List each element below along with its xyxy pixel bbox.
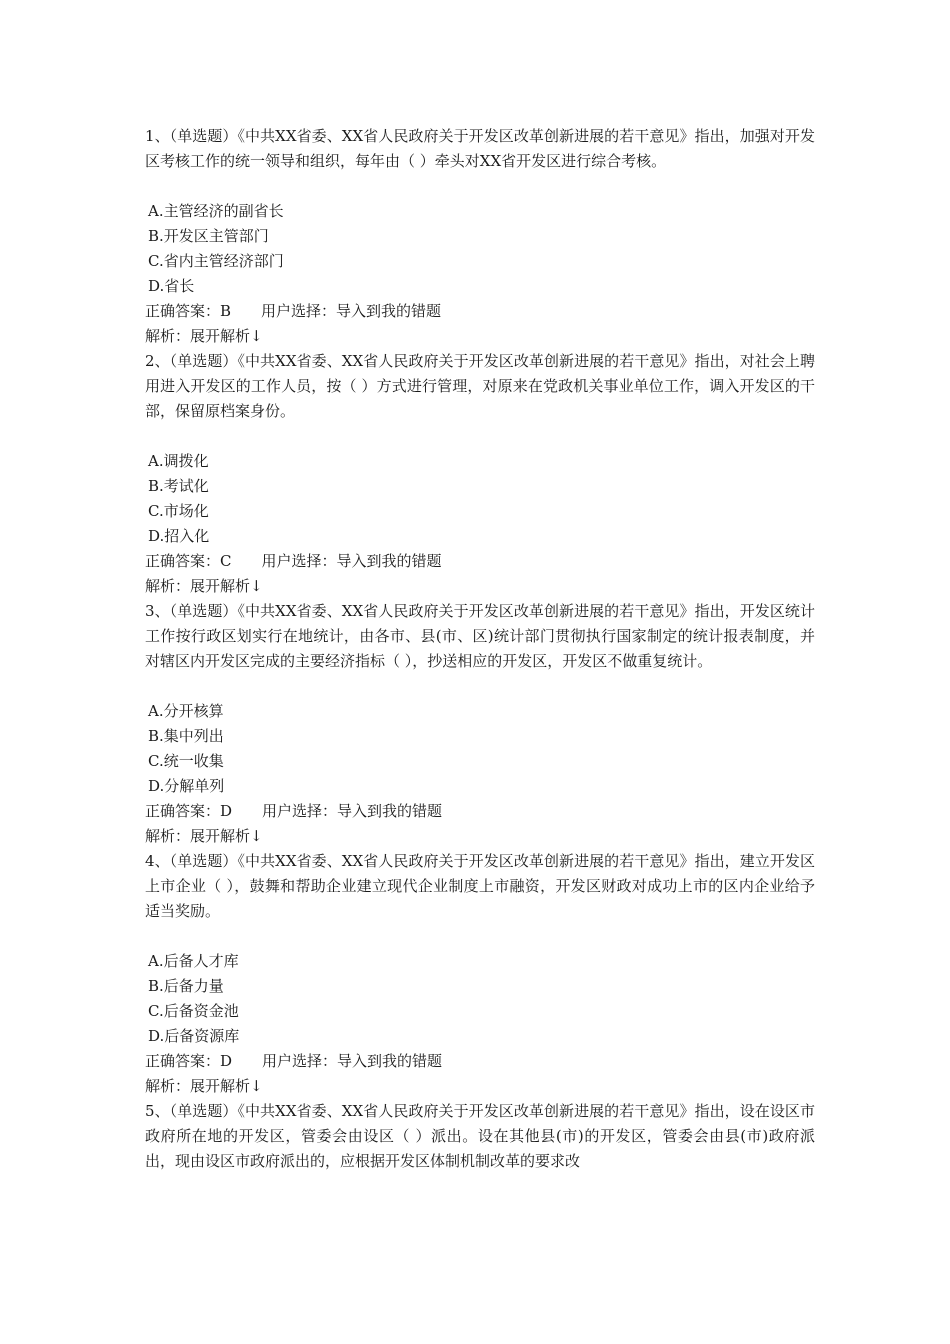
option-list <box>145 949 815 1049</box>
question-stem: 2、（单选题）《中共XX省委、XX省人民政府关于开发区改革创新进展的若干意见》指出，对社会上聘用进入开发区的工作人员，按（ ）方式进行管理，对原来在党政机关事业单位工作，调入开发区的干部，保留原档案身份。 <box>145 352 815 420</box>
option-b: B.后备力量 <box>148 977 224 995</box>
option-list <box>145 199 815 299</box>
add-to-wrong-questions-link[interactable]: 导入到我的错题 <box>336 552 442 570</box>
option-a: A.主管经济的副省长 <box>148 202 284 220</box>
question-stem: 5、（单选题）《中共XX省委、XX省人民政府关于开发区改革创新进展的若干意见》指出，设在设区市政府所在地的开发区，管委会由设区（ ）派出。设在其他县(市)的开发区，管委会由县(市)政府派出，现由设区市政府派出的，应根据开发区体制机制改革的要求改 <box>145 1102 815 1170</box>
option-a: A.调拨化 <box>148 452 209 470</box>
correct-answer: 正确答案：D <box>145 802 233 820</box>
option-list <box>145 449 815 549</box>
expand-analysis-link[interactable]: 展开解析↓ <box>190 827 263 845</box>
answer-line <box>145 299 815 324</box>
answer-line <box>145 549 815 574</box>
option-c: C.统一收集 <box>148 752 224 770</box>
option-b: B.集中列出 <box>148 727 224 745</box>
option-d: D.省长 <box>148 277 195 295</box>
question-2 <box>145 349 815 599</box>
question-1 <box>145 124 815 349</box>
analysis-label: 解析： <box>145 827 191 845</box>
answer-line <box>145 1049 815 1074</box>
user-choice-label: 用户选择： <box>261 302 337 320</box>
option-c: C.市场化 <box>148 502 209 520</box>
document-page <box>145 124 815 1174</box>
question-stem: 1、（单选题）《中共XX省委、XX省人民政府关于开发区改革创新进展的若干意见》指出，加强对开发区考核工作的统一领导和组织，每年由（ ）牵头对XX省开发区进行综合考核。 <box>145 127 815 170</box>
option-a: A.后备人才库 <box>148 952 239 970</box>
spacer <box>145 174 815 199</box>
question-stem: 4、（单选题）《中共XX省委、XX省人民政府关于开发区改革创新进展的若干意见》指出，建立开发区上市企业（ ），鼓舞和帮助企业建立现代企业制度上市融资，开发区财政对成功上市的区内企业给予适当奖励。 <box>145 852 815 920</box>
analysis-line <box>145 824 815 849</box>
question-4 <box>145 849 815 1099</box>
add-to-wrong-questions-link[interactable]: 导入到我的错题 <box>337 1052 443 1070</box>
analysis-line <box>145 324 815 349</box>
add-to-wrong-questions-link[interactable]: 导入到我的错题 <box>336 302 442 320</box>
spacer <box>145 924 815 949</box>
correct-answer: 正确答案：B <box>145 302 232 320</box>
add-to-wrong-questions-link[interactable]: 导入到我的错题 <box>337 802 443 820</box>
analysis-label: 解析： <box>145 327 191 345</box>
correct-answer: 正确答案：C <box>145 552 232 570</box>
user-choice-label: 用户选择： <box>262 1052 338 1070</box>
question-5 <box>145 1099 815 1174</box>
analysis-line <box>145 574 815 599</box>
user-choice-label: 用户选择： <box>261 552 337 570</box>
spacer <box>145 674 815 699</box>
correct-answer: 正确答案：D <box>145 1052 233 1070</box>
expand-analysis-link[interactable]: 展开解析↓ <box>190 577 263 595</box>
option-b: B.开发区主管部门 <box>148 227 269 245</box>
option-c: C.省内主管经济部门 <box>148 252 284 270</box>
option-list <box>145 699 815 799</box>
analysis-label: 解析： <box>145 1077 191 1095</box>
expand-analysis-link[interactable]: 展开解析↓ <box>190 1077 263 1095</box>
question-stem: 3、（单选题）《中共XX省委、XX省人民政府关于开发区改革创新进展的若干意见》指出，开发区统计工作按行政区划实行在地统计，由各市、县(市、区)统计部门贯彻执行国家制定的统计报表制度，并对辖区内开发区完成的主要经济指标（ ），抄送相应的开发区，开发区不做重复统计。 <box>145 602 815 670</box>
option-d: D.招入化 <box>148 527 210 545</box>
option-a: A.分开核算 <box>148 702 224 720</box>
analysis-line <box>145 1074 815 1099</box>
option-c: C.后备资金池 <box>148 1002 239 1020</box>
expand-analysis-link[interactable]: 展开解析↓ <box>190 327 263 345</box>
option-b: B.考试化 <box>148 477 209 495</box>
user-choice-label: 用户选择： <box>262 802 338 820</box>
option-d: D.后备资源库 <box>148 1027 240 1045</box>
option-d: D.分解单列 <box>148 777 225 795</box>
answer-line <box>145 799 815 824</box>
question-3 <box>145 599 815 849</box>
spacer <box>145 424 815 449</box>
analysis-label: 解析： <box>145 577 191 595</box>
